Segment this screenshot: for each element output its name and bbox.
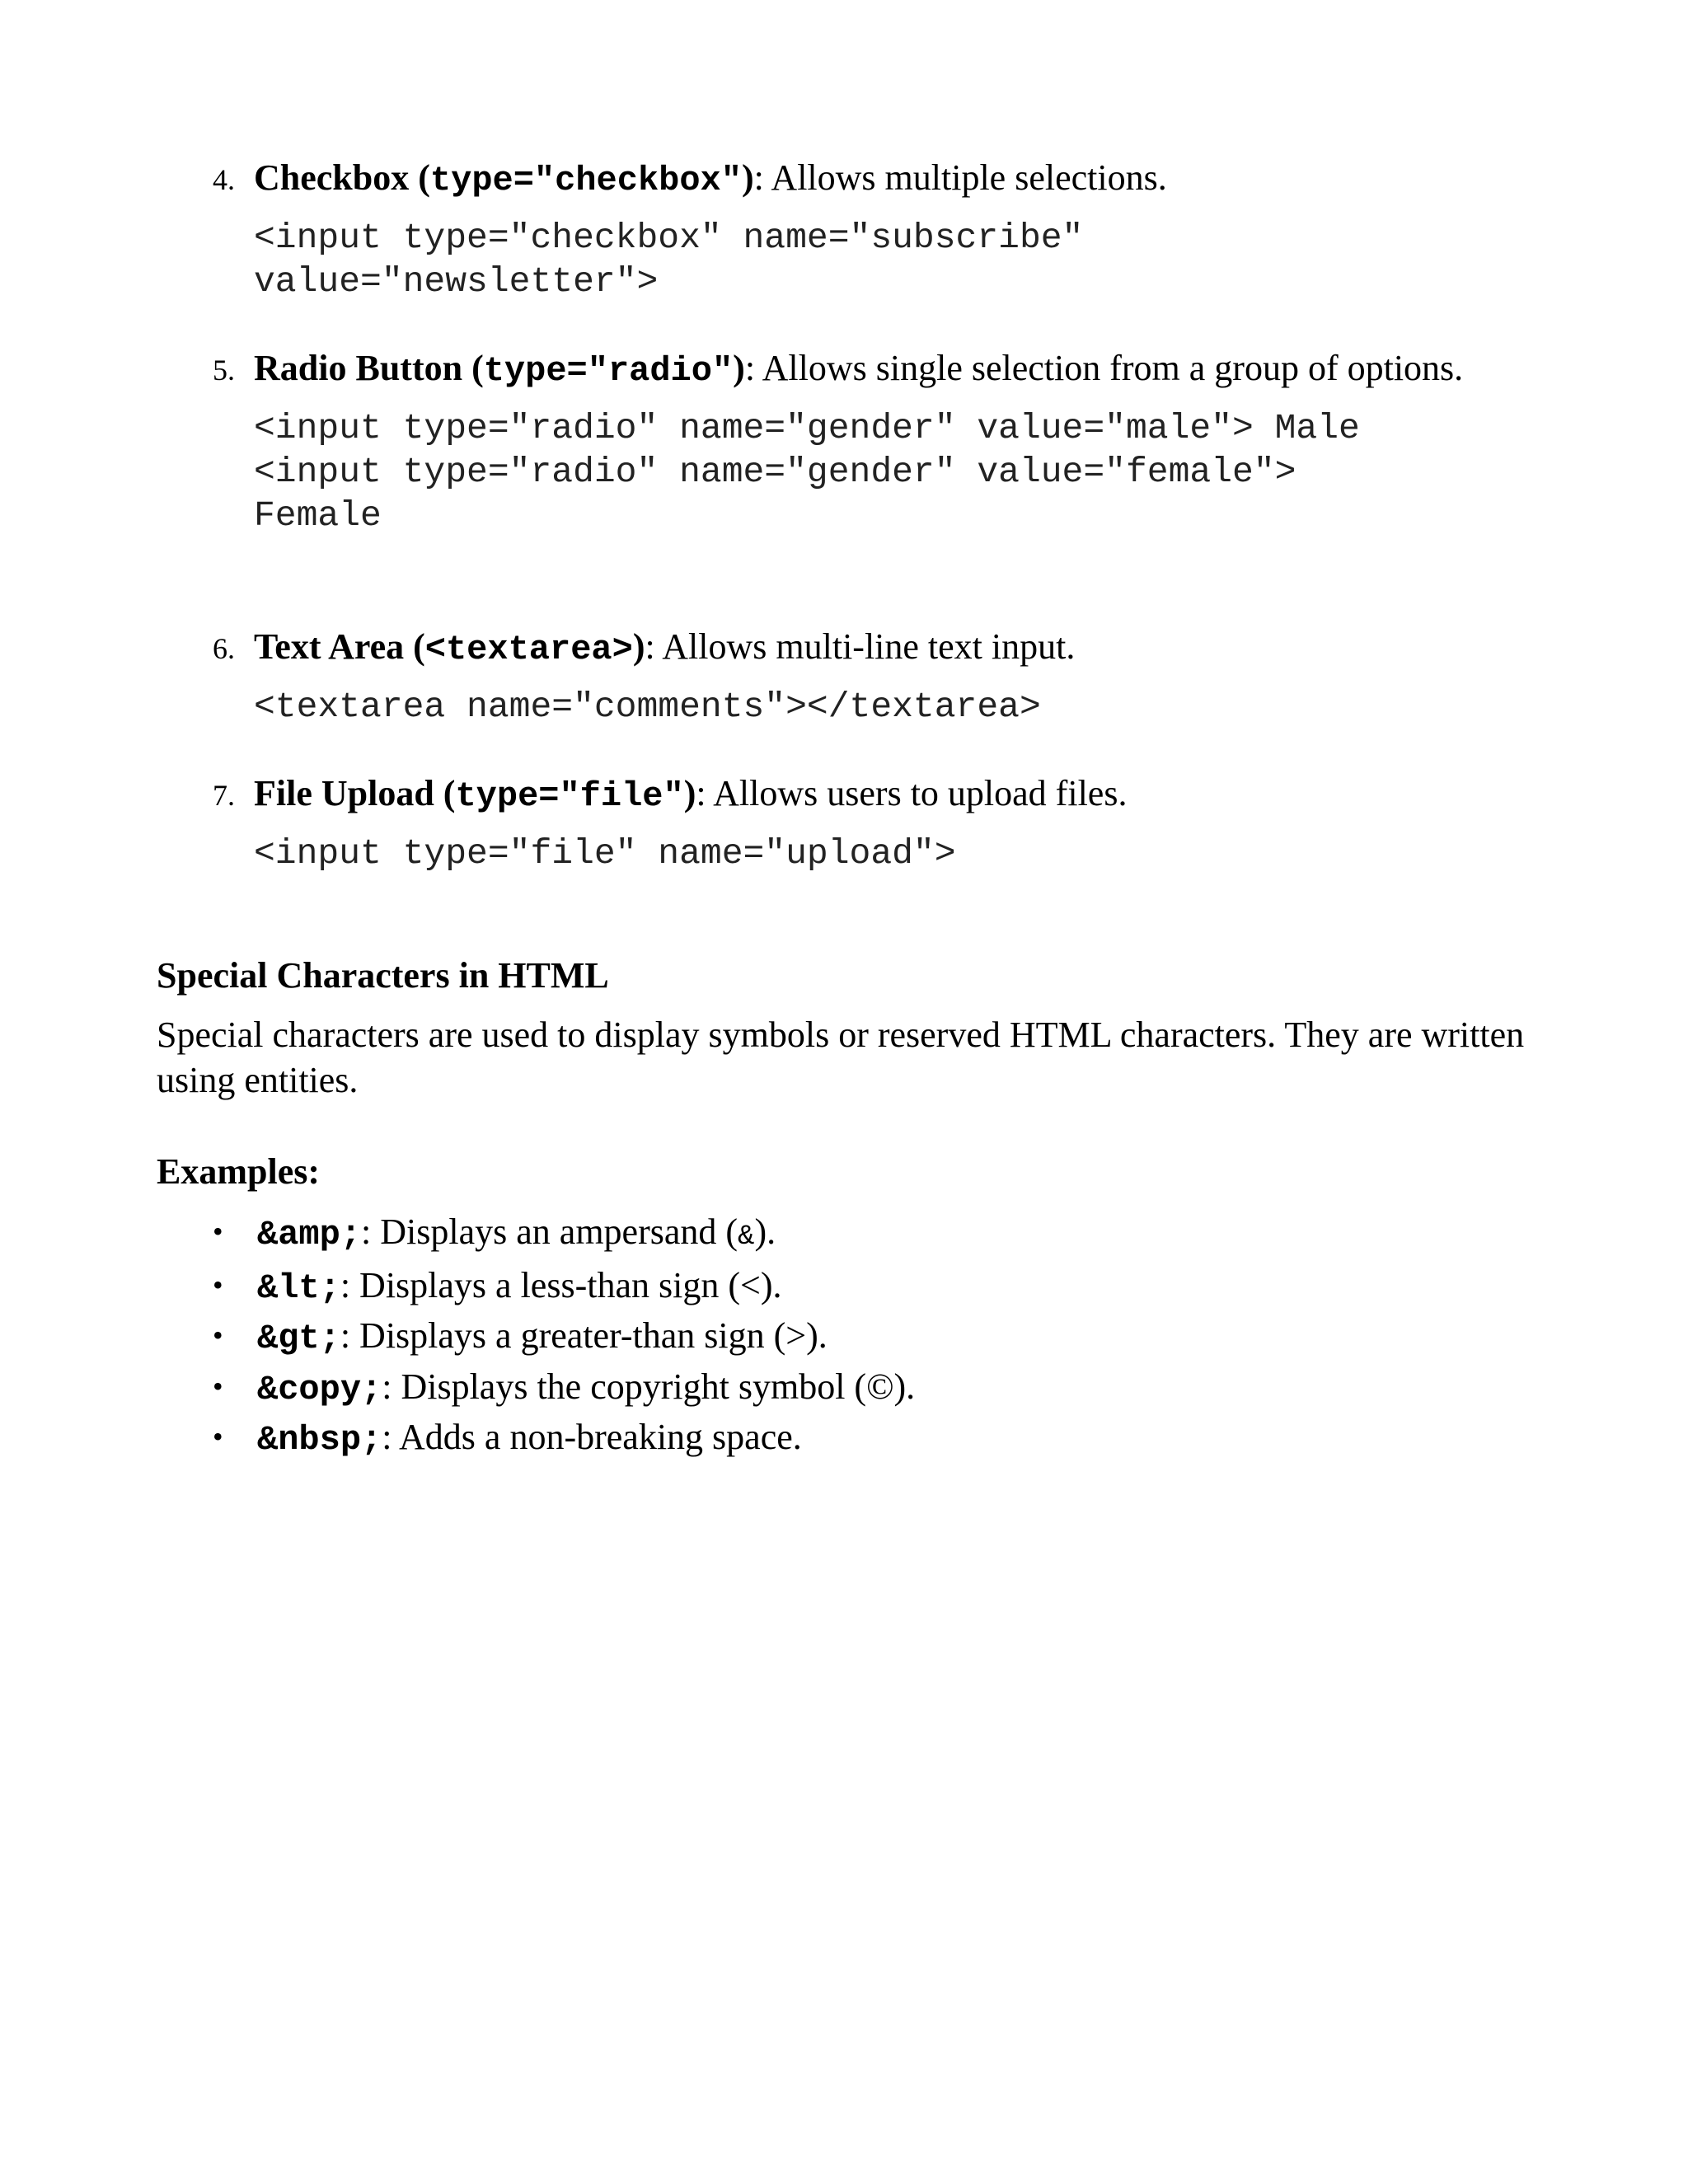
entity-description: : Displays the copyright symbol (	[382, 1366, 867, 1407]
list-item	[213, 1413, 915, 1465]
examples-list	[213, 1208, 915, 1465]
item-title-text: File Upload (	[254, 773, 456, 813]
code-example: <input type="radio" name="gender" value="male"> Male <input type="radio" name="gender" value="female"> Female	[254, 408, 1360, 536]
examples-heading: Examples:	[157, 1151, 320, 1192]
entity-code: &amp;	[257, 1215, 362, 1254]
entity-symbol: >	[785, 1315, 807, 1356]
item-title-code: <textarea>	[424, 630, 633, 669]
list-item-checkbox	[213, 154, 1498, 303]
item-title	[254, 348, 745, 391]
entity-symbol: ©	[866, 1366, 894, 1407]
section-heading: Special Characters in HTML	[157, 955, 609, 996]
entity-description-end: ).	[893, 1366, 916, 1407]
item-description: : Allows users to upload files.	[696, 773, 1128, 813]
entity-code: &copy;	[257, 1369, 382, 1409]
item-title-code: type="checkbox"	[429, 161, 742, 200]
list-item-file-upload	[213, 770, 1498, 875]
entity-code: &gt;	[257, 1319, 340, 1358]
entity-description-end: ).	[754, 1212, 776, 1252]
item-title-code: type="radio"	[483, 351, 734, 391]
code-example: <input type="checkbox" name="subscribe" value="newsletter">	[254, 218, 1084, 302]
entity-description: : Displays an ampersand (	[361, 1212, 738, 1252]
item-description: : Allows multiple selections.	[753, 157, 1167, 198]
item-description: : Allows multi-line text input.	[645, 626, 1076, 667]
list-item	[213, 1363, 915, 1414]
item-number: 4.	[213, 163, 235, 196]
item-title-close: )	[733, 348, 745, 388]
entity-description-end: ).	[760, 1264, 782, 1305]
list-item	[213, 1312, 915, 1363]
item-title	[254, 626, 645, 667]
bullet-icon: •	[213, 1369, 223, 1403]
entity-description-end: ).	[806, 1315, 828, 1356]
entity-symbol: <	[740, 1264, 761, 1305]
entity-description: : Displays a greater-than sign (	[340, 1315, 786, 1356]
item-heading	[213, 154, 1498, 204]
bullet-icon: •	[213, 1268, 223, 1301]
item-heading	[213, 344, 1498, 395]
item-title-close: )	[632, 626, 645, 667]
bullet-icon: •	[213, 1319, 223, 1352]
item-title-code: type="file"	[455, 776, 684, 816]
entity-code: &nbsp;	[257, 1420, 382, 1460]
item-number: 5.	[213, 354, 235, 387]
item-title-text: Checkbox (	[254, 157, 430, 198]
item-title-close: )	[683, 773, 696, 813]
bullet-icon: •	[213, 1215, 223, 1248]
entity-symbol: &	[738, 1221, 755, 1253]
bullet-icon: •	[213, 1420, 223, 1453]
item-description: : Allows single selection from a group of options.	[744, 348, 1464, 388]
item-title	[254, 157, 754, 198]
entity-description: : Adds a non-breaking space.	[382, 1417, 802, 1457]
list-item	[213, 1262, 915, 1313]
item-title-close: )	[741, 157, 754, 198]
item-number: 6.	[213, 632, 235, 665]
list-item	[213, 1208, 915, 1262]
item-heading	[213, 770, 1498, 820]
item-title-text: Radio Button (	[254, 348, 484, 388]
code-example: <textarea name="comments"></textarea>	[254, 687, 1041, 727]
item-heading	[213, 623, 1498, 673]
item-title	[254, 773, 696, 816]
section-paragraph: Special characters are used to display symbols or reserved HTML characters. They are written using entities.	[157, 1015, 1525, 1100]
item-title-text: Text Area (	[254, 626, 425, 667]
list-item-textarea	[213, 623, 1498, 729]
list-item-radio	[213, 344, 1498, 537]
entity-code: &lt;	[257, 1268, 340, 1308]
item-number: 7.	[213, 779, 235, 812]
entity-description: : Displays a less-than sign (	[340, 1264, 740, 1305]
code-example: <input type="file" name="upload">	[254, 833, 956, 874]
